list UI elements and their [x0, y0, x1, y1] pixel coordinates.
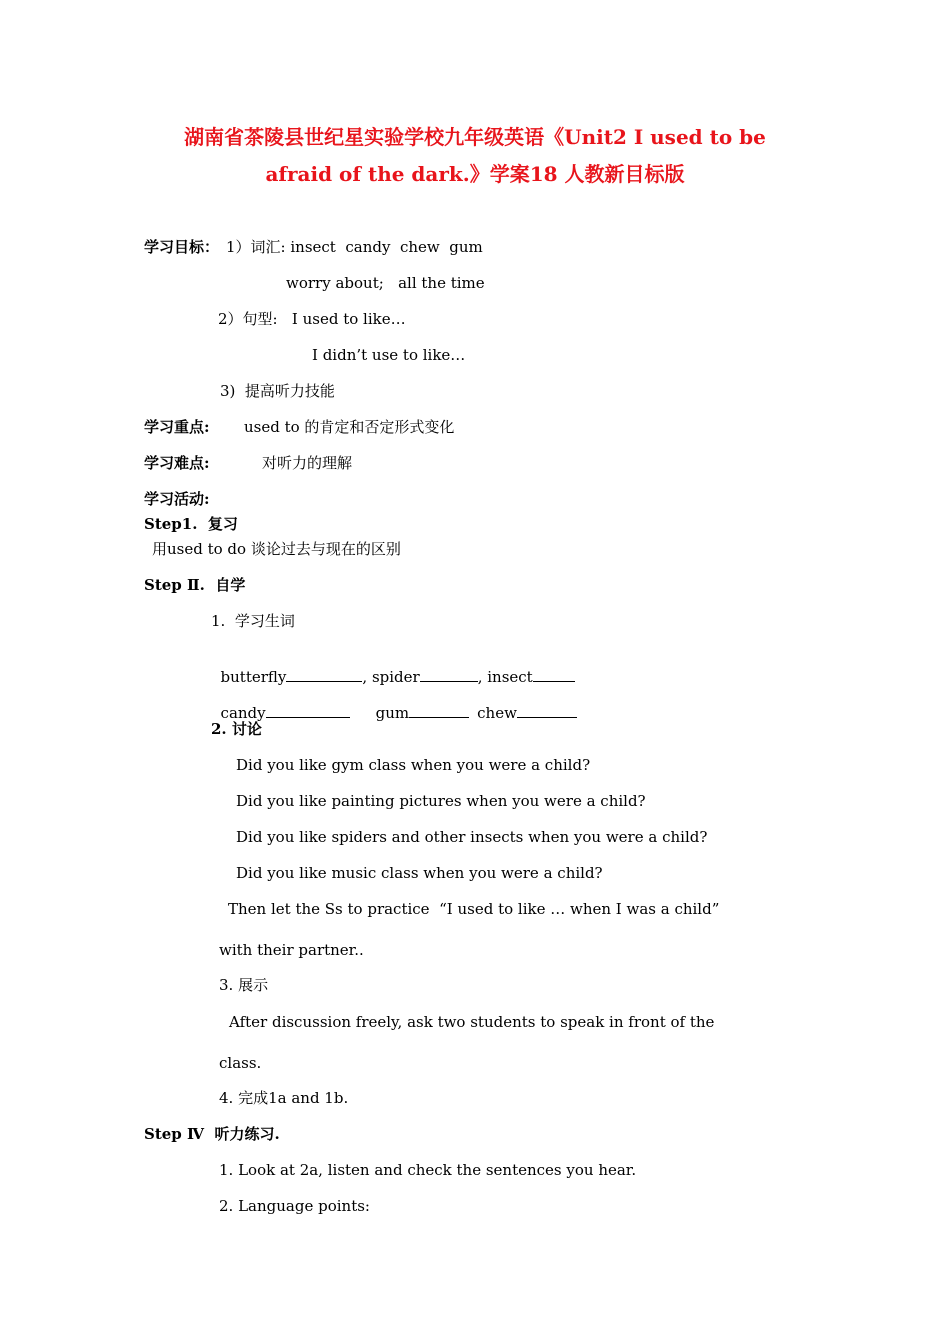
- objectives-item-2: 2）句型: I used to like…: [218, 310, 406, 328]
- practice-line-2: with their partner..: [219, 941, 364, 959]
- difficulties-text: 对听力的理解: [262, 454, 353, 472]
- discussion-question: Did you like spiders and other insects when you were a child?: [236, 828, 708, 846]
- step1-text: 用used to do 谈论过去与现在的区别: [152, 540, 401, 558]
- step2-sub1: 1. 学习生词: [211, 612, 295, 630]
- document-title-line-2: afraid of the dark.》学案18 人教新目标版: [265, 162, 685, 186]
- objectives-item-3: 3) 提高听力技能: [220, 382, 335, 400]
- objectives-item-2-continued: I didn’t use to like…: [312, 346, 466, 364]
- blank-gum[interactable]: [409, 703, 469, 718]
- step2-heading: Step Ⅱ. 自学: [144, 576, 246, 594]
- blank-candy[interactable]: [266, 703, 350, 718]
- discussion-question: Did you like gym class when you were a child?: [236, 756, 591, 774]
- activities-label: 学习活动:: [144, 490, 210, 508]
- vocab-butterfly: butterfly: [220, 668, 287, 686]
- document-title-line-1: 湖南省茶陵县世纪星实验学校九年级英语《Unit2 I used to be: [184, 125, 766, 149]
- objectives-item-1-continued: worry about; all the time: [286, 274, 485, 292]
- key-points-text: used to 的肯定和否定形式变化: [244, 418, 455, 436]
- vocab-candy: candy: [220, 704, 266, 722]
- step1-heading: Step1. 复习: [144, 515, 238, 533]
- key-points-label: 学习重点:: [144, 418, 210, 436]
- step4-item-2: 2. Language points:: [219, 1197, 370, 1215]
- discussion-question: Did you like painting pictures when you were a child?: [236, 792, 646, 810]
- show-line-2: class.: [219, 1054, 262, 1072]
- blank-butterfly[interactable]: [286, 667, 362, 682]
- step2-sub3: 3. 展示: [219, 976, 269, 994]
- blank-chew[interactable]: [517, 703, 577, 718]
- vocab-row-1: [211, 647, 575, 687]
- step4-item-1: 1. Look at 2a, listen and check the sentences you hear.: [219, 1161, 637, 1179]
- practice-line-1: Then let the Ss to practice “I used to like … when I was a child”: [228, 900, 720, 918]
- show-line-1: After discussion freely, ask two students to speak in front of the: [229, 1013, 715, 1031]
- vocab-insect: , insect: [477, 668, 533, 686]
- difficulties-label: 学习难点:: [144, 454, 210, 472]
- step2-sub2: 2. 讨论: [211, 720, 262, 738]
- vocab-chew: chew: [477, 704, 517, 722]
- blank-spider[interactable]: [420, 667, 478, 682]
- blank-insect[interactable]: [533, 667, 575, 682]
- discussion-question: Did you like music class when you were a child?: [236, 864, 603, 882]
- vocab-gum: gum: [375, 704, 410, 722]
- objectives-label: 学习目标：: [144, 238, 220, 256]
- step2-sub4: 4. 完成1a and 1b.: [219, 1089, 349, 1107]
- step4-heading: Step Ⅳ 听力练习.: [144, 1125, 280, 1143]
- vocab-spider: , spider: [362, 668, 420, 686]
- vocab-row-2: [211, 683, 577, 723]
- objectives-item-1: 1）词汇: insect candy chew gum: [226, 238, 483, 256]
